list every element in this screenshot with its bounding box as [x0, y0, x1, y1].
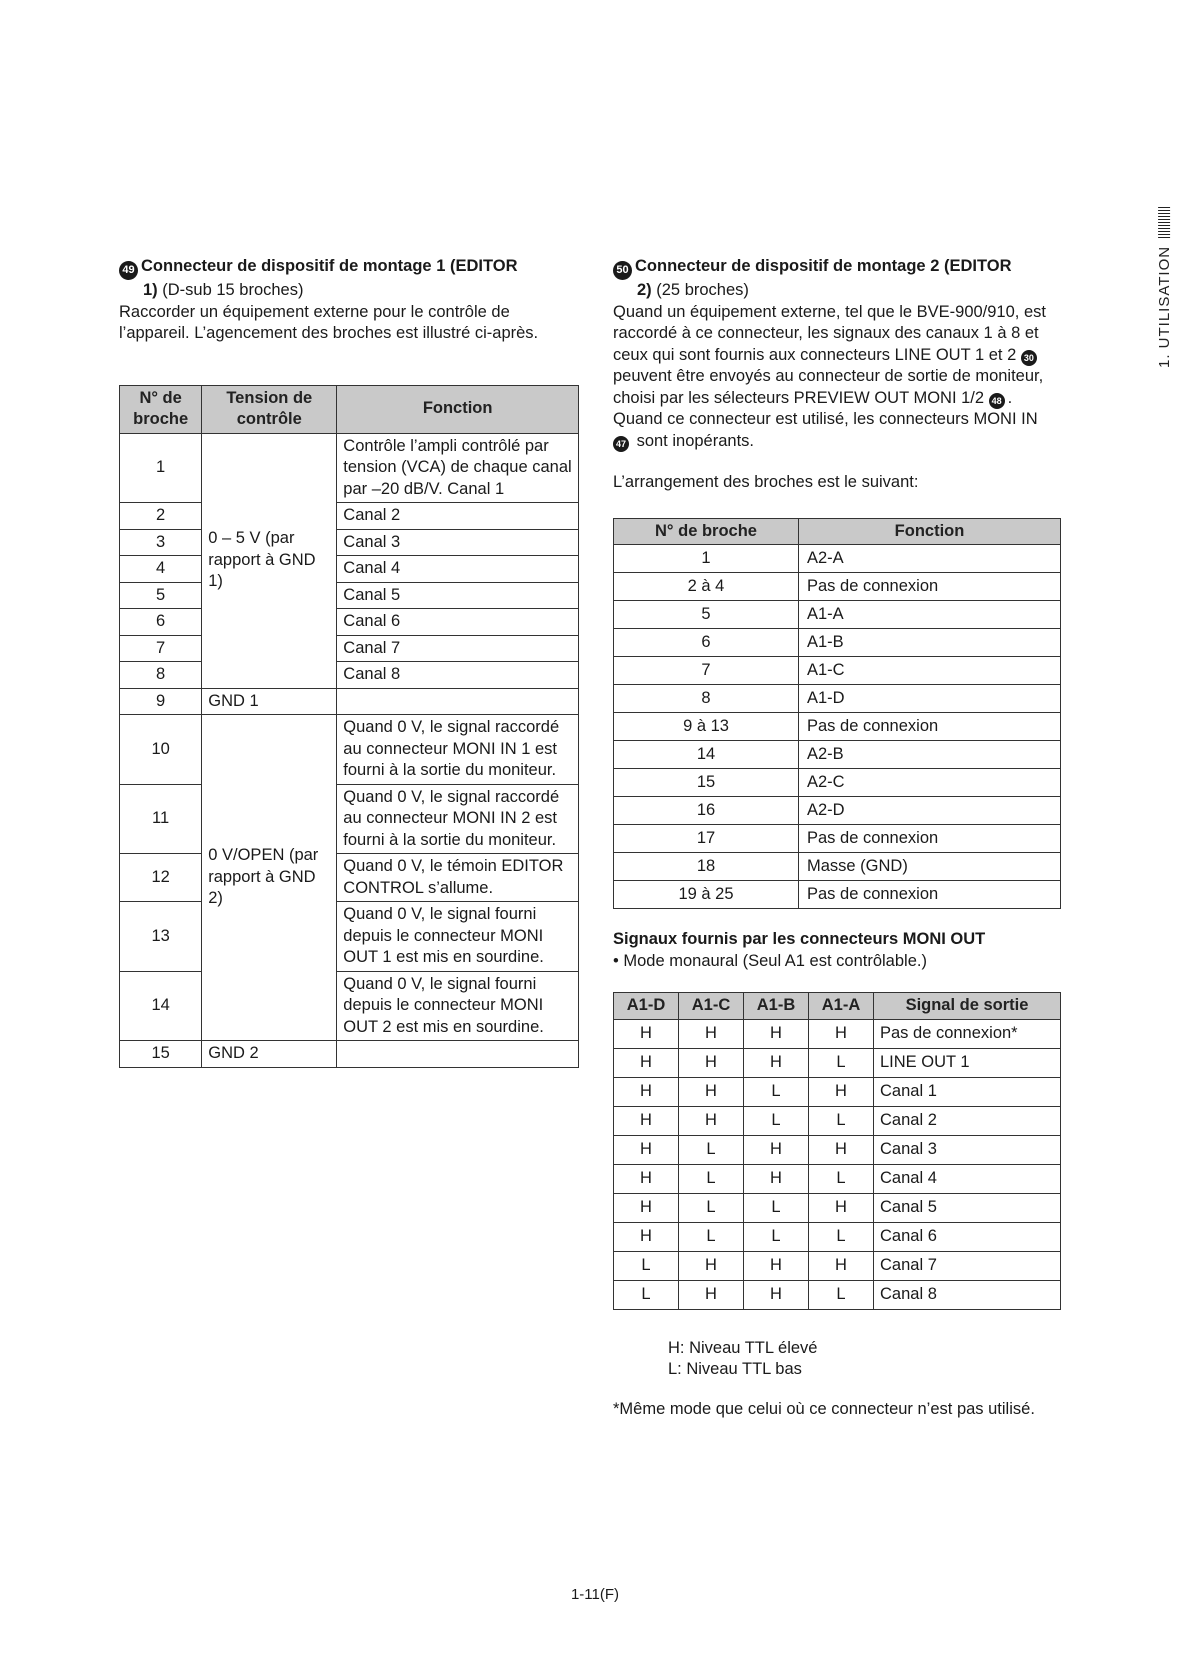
table-row [120, 529, 579, 556]
function-cell [337, 1041, 579, 1068]
table-row [614, 1222, 1061, 1251]
header-voltage: Tension de contrôle [202, 385, 337, 433]
pin-cell: 8 [120, 662, 202, 689]
level-cell: L [679, 1164, 744, 1193]
pin-cell: 1 [120, 433, 202, 503]
right-intro [613, 302, 1061, 453]
right-heading-bold-2: 2) [637, 281, 652, 299]
item-50-marker: 50 [613, 261, 632, 280]
header-a1-c: A1-C [679, 993, 744, 1020]
right-heading-sub: (25 broches) [651, 281, 749, 299]
level-cell: H [744, 1048, 809, 1077]
level-cell: L [744, 1193, 809, 1222]
level-cell: H [679, 1251, 744, 1280]
function-cell: Canal 6 [337, 609, 579, 636]
level-cell: H [809, 1251, 874, 1280]
table-row [614, 1077, 1061, 1106]
left-section-heading [119, 256, 581, 302]
table-row [614, 1164, 1061, 1193]
right-intro-1: Quand un équipement externe, tel que le BVE-900/910, est raccordé à ce connecteur, les signaux des canaux 1 à 8 et ceux qui sont fournis aux connecteurs LINE OUT 1 et 2 [613, 302, 1046, 364]
right-section-heading [613, 256, 1061, 302]
right-intro-4: sont inopérants. [632, 431, 754, 450]
function-cell: Canal 4 [337, 556, 579, 583]
output-signal-cell: Canal 7 [874, 1251, 1061, 1280]
level-cell: H [744, 1164, 809, 1193]
pin-cell: 2 [120, 503, 202, 530]
level-cell: L [744, 1077, 809, 1106]
table-row [614, 853, 1061, 881]
level-cell: L [679, 1222, 744, 1251]
pin-cell: 19 à 25 [614, 881, 799, 909]
table-row [614, 545, 1061, 573]
level-cell: L [809, 1280, 874, 1309]
level-cell: H [809, 1135, 874, 1164]
function-cell: Canal 7 [337, 635, 579, 662]
level-cell: L [679, 1193, 744, 1222]
pin-cell: 18 [614, 853, 799, 881]
level-cell: H [614, 1106, 679, 1135]
level-cell: H [679, 1048, 744, 1077]
output-signal-cell: Canal 2 [874, 1106, 1061, 1135]
table-row [614, 1193, 1061, 1222]
output-signal-cell: Canal 4 [874, 1164, 1061, 1193]
level-cell: L [744, 1222, 809, 1251]
editor2-pin-table [613, 518, 1061, 910]
pin-cell: 10 [120, 715, 202, 785]
legend-h: H: Niveau TTL élevé [668, 1338, 818, 1357]
level-cell: H [614, 1019, 679, 1048]
pin-cell: 3 [120, 529, 202, 556]
left-heading-bold-1: Connecteur de dispositif de montage 1 (EDITOR [141, 257, 518, 275]
right-intro-3: . Quand ce connecteur est utilisé, les connecteurs MONI IN [613, 388, 1038, 428]
level-cell: H [744, 1251, 809, 1280]
pin-cell: 1 [614, 545, 799, 573]
header-pin: N° de broche [614, 518, 799, 545]
table-row [120, 433, 579, 503]
item-30-marker: 30 [1021, 350, 1037, 366]
table-row [614, 1019, 1061, 1048]
table-row [614, 573, 1061, 601]
function-cell: Contrôle l’ampli contrôlé par tension (VCA) de chaque canal par –20 dB/V. Canal 1 [337, 433, 579, 503]
function-cell: Quand 0 V, le signal raccordé au connecteur MONI IN 1 est fourni à la sortie du moniteur. [337, 715, 579, 785]
level-cell: L [744, 1106, 809, 1135]
function-cell: Canal 5 [337, 582, 579, 609]
left-heading-bold-2: 1) [143, 281, 158, 299]
output-signal-cell: Canal 5 [874, 1193, 1061, 1222]
editor1-pin-table [119, 385, 579, 1068]
table-row [120, 854, 579, 902]
function-cell [337, 688, 579, 715]
right-intro-2: peuvent être envoyés au connecteur de sortie de moniteur, choisi par les sélecteurs PREVIEW OUT MONI 1/2 [613, 367, 1044, 407]
function-cell: A1-C [799, 657, 1061, 685]
output-signal-cell: LINE OUT 1 [874, 1048, 1061, 1077]
function-cell: A1-A [799, 601, 1061, 629]
output-signal-cell: Pas de connexion* [874, 1019, 1061, 1048]
table-row [120, 688, 579, 715]
function-cell: A2-A [799, 545, 1061, 573]
function-cell: Masse (GND) [799, 853, 1061, 881]
table-row [120, 582, 579, 609]
level-cell: H [809, 1019, 874, 1048]
pin-cell: 9 à 13 [614, 713, 799, 741]
table-row [614, 629, 1061, 657]
pins-table-body [614, 545, 1061, 909]
item-48-marker: 48 [989, 393, 1005, 409]
table-row [614, 881, 1061, 909]
table-row [614, 769, 1061, 797]
table-row [614, 825, 1061, 853]
function-cell: A1-D [799, 685, 1061, 713]
function-cell: Quand 0 V, le témoin EDITOR CONTROL s’allume. [337, 854, 579, 902]
table-header-row [614, 993, 1061, 1020]
level-cell: L [809, 1106, 874, 1135]
pin-cell: 15 [614, 769, 799, 797]
pin-cell: 2 à 4 [614, 573, 799, 601]
level-cell: H [614, 1193, 679, 1222]
function-cell: Pas de connexion [799, 713, 1061, 741]
function-cell: A2-B [799, 741, 1061, 769]
level-cell: H [744, 1019, 809, 1048]
pin-cell: 5 [120, 582, 202, 609]
output-signal-cell: Canal 1 [874, 1077, 1061, 1106]
left-heading-sub: (D-sub 15 broches) [157, 281, 304, 299]
level-cell: L [614, 1251, 679, 1280]
function-cell: A1-B [799, 629, 1061, 657]
table-row [614, 1135, 1061, 1164]
pin-cell: 14 [120, 971, 202, 1041]
level-cell: H [614, 1077, 679, 1106]
voltage-cell: 0 – 5 V (par rapport à GND 1) [202, 433, 337, 688]
function-cell: Canal 8 [337, 662, 579, 689]
chapter-label: 1. UTILISATION [1156, 245, 1173, 368]
level-cell: H [809, 1193, 874, 1222]
header-pin: N° de broche [120, 385, 202, 433]
function-cell: Pas de connexion [799, 881, 1061, 909]
pin-cell: 9 [120, 688, 202, 715]
pin-cell: 4 [120, 556, 202, 583]
header-a1-d: A1-D [614, 993, 679, 1020]
function-cell: Pas de connexion [799, 573, 1061, 601]
table-row [120, 503, 579, 530]
level-cell: H [744, 1280, 809, 1309]
header-output-signal: Signal de sortie [874, 993, 1061, 1020]
level-cell: H [744, 1135, 809, 1164]
function-cell: A2-C [799, 769, 1061, 797]
table-row [120, 1041, 579, 1068]
pin-cell: 17 [614, 825, 799, 853]
table-row [120, 662, 579, 689]
output-signal-cell: Canal 6 [874, 1222, 1061, 1251]
moni-out-table [613, 992, 1061, 1310]
table-row [614, 713, 1061, 741]
level-cell: L [809, 1048, 874, 1077]
voltage-cell: GND 1 [202, 688, 337, 715]
arrangement-text: L’arrangement des broches est le suivant: [613, 473, 919, 491]
table-row [120, 715, 579, 785]
pin-cell: 11 [120, 784, 202, 854]
table-row [120, 902, 579, 972]
table-row [120, 556, 579, 583]
level-cell: L [679, 1135, 744, 1164]
table-row [120, 971, 579, 1041]
header-a1-a: A1-A [809, 993, 874, 1020]
item-49-marker: 49 [119, 261, 138, 280]
tab-marker-icon [1158, 206, 1170, 238]
pin-cell: 16 [614, 797, 799, 825]
footnote: *Même mode que celui où ce connecteur n’est pas utilisé. [613, 1399, 1035, 1418]
table-header-row [614, 518, 1061, 545]
pin-cell: 7 [120, 635, 202, 662]
table-row [614, 1106, 1061, 1135]
function-cell: Canal 2 [337, 503, 579, 530]
table-row [614, 797, 1061, 825]
header-a1-b: A1-B [744, 993, 809, 1020]
function-cell: Pas de connexion [799, 825, 1061, 853]
level-cell: H [679, 1019, 744, 1048]
pin-cell: 5 [614, 601, 799, 629]
function-cell: Canal 3 [337, 529, 579, 556]
pin-cell: 6 [614, 629, 799, 657]
table-row [614, 1280, 1061, 1309]
table-row [614, 741, 1061, 769]
right-column [613, 256, 1061, 1420]
voltage-cell: GND 2 [202, 1041, 337, 1068]
level-cell: H [614, 1222, 679, 1251]
level-cell: H [679, 1280, 744, 1309]
table-row [614, 601, 1061, 629]
pin-cell: 12 [120, 854, 202, 902]
table-row [614, 1048, 1061, 1077]
pin-cell: 7 [614, 657, 799, 685]
header-function: Fonction [337, 385, 579, 433]
right-heading-bold-1: Connecteur de dispositif de montage 2 (EDITOR [635, 257, 1012, 275]
table-row [614, 657, 1061, 685]
level-cell: L [809, 1222, 874, 1251]
level-cell: L [614, 1280, 679, 1309]
output-signal-cell: Canal 3 [874, 1135, 1061, 1164]
output-signal-cell: Canal 8 [874, 1280, 1061, 1309]
item-47-marker: 47 [613, 436, 629, 452]
pin-cell: 14 [614, 741, 799, 769]
level-cell: H [679, 1106, 744, 1135]
level-cell: L [809, 1164, 874, 1193]
level-cell: H [614, 1135, 679, 1164]
table-header-row [120, 385, 579, 433]
level-cell: H [614, 1048, 679, 1077]
function-cell: Quand 0 V, le signal raccordé au connecteur MONI IN 2 est fourni à la sortie du moniteur. [337, 784, 579, 854]
header-function: Fonction [799, 518, 1061, 545]
level-cell: H [809, 1077, 874, 1106]
left-column [119, 256, 581, 1068]
table-row [120, 784, 579, 854]
left-intro: Raccorder un équipement externe pour le contrôle de l’appareil. L’agencement des broches est illustré ci-après. [119, 302, 539, 342]
table-row [120, 635, 579, 662]
pin-cell: 13 [120, 902, 202, 972]
page-number: 1-11(F) [570, 1586, 620, 1603]
level-cell: H [614, 1164, 679, 1193]
level-cell: H [679, 1077, 744, 1106]
table-row [614, 1251, 1061, 1280]
mode-text: • Mode monaural (Seul A1 est contrôlable.) [613, 951, 927, 970]
ttl-legend [613, 1338, 1061, 1381]
function-cell: Quand 0 V, le signal fourni depuis le connecteur MONI OUT 2 est mis en sourdine. [337, 971, 579, 1041]
pin-cell: 15 [120, 1041, 202, 1068]
function-cell: A2-D [799, 797, 1061, 825]
function-cell: Quand 0 V, le signal fourni depuis le connecteur MONI OUT 1 est mis en sourdine. [337, 902, 579, 972]
signals-title: Signaux fournis par les connecteurs MONI OUT [613, 930, 986, 948]
table-row [120, 609, 579, 636]
mono-table-body [614, 1019, 1061, 1309]
table-row [614, 685, 1061, 713]
pin-cell: 8 [614, 685, 799, 713]
voltage-cell: 0 V/OPEN (par rapport à GND 2) [202, 715, 337, 1041]
legend-l: L: Niveau TTL bas [668, 1360, 802, 1378]
pin-cell: 6 [120, 609, 202, 636]
chapter-side-tab [1154, 206, 1176, 368]
